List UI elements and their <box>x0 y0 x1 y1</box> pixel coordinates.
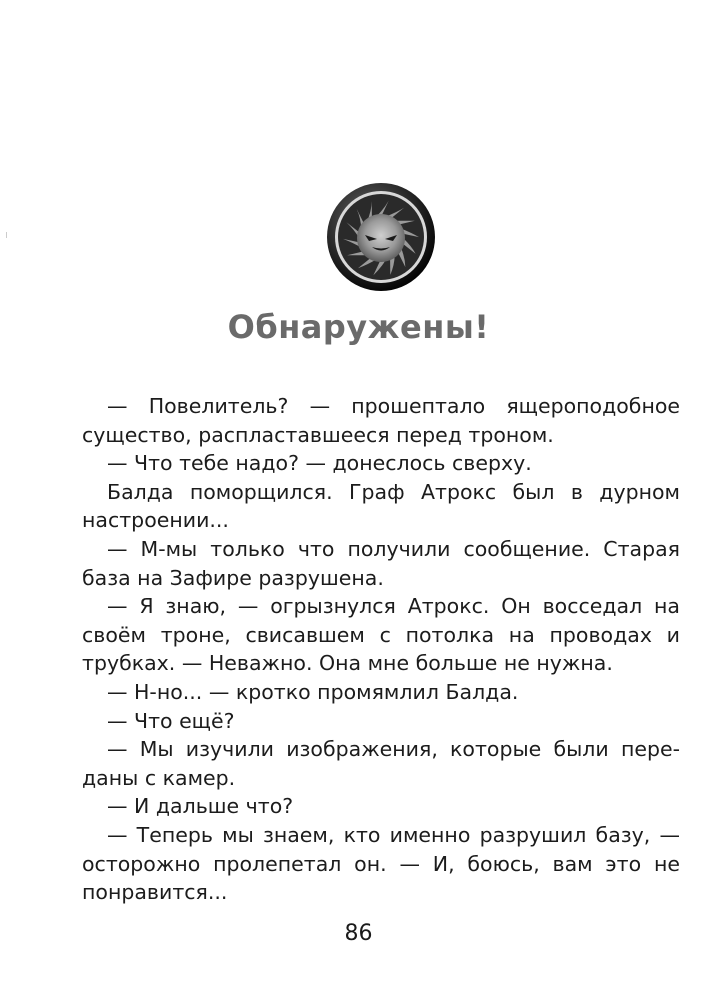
chapter-title: Обнаружены! <box>227 308 490 346</box>
page-number: 86 <box>344 921 373 946</box>
paragraph: — М-мы только что получили сообщение. Старая база на Зафире разрушена. <box>82 536 680 590</box>
page-edge-mark <box>6 232 7 238</box>
paragraph: — Я знаю, — огрызнулся Атрокс. Он восседал на своём троне, свисавшем с потолка на проводах и трубках. — Неважно. Она мне больше не нужна. <box>82 594 680 676</box>
paragraph: — И дальше что? <box>107 794 294 819</box>
paragraph: Балда поморщился. Граф Атрокс был в дурном настроении... <box>82 479 680 533</box>
paragraph: — Что ещё? <box>107 708 235 733</box>
paragraph: — Мы изучили изображения, которые были переданы с камер. <box>82 737 680 790</box>
paragraph: — Повелитель? — прошептало ящероподобное существо, распластавшееся перед троном. <box>82 394 680 447</box>
chapter-emblem-icon <box>325 181 437 293</box>
paragraph: — Теперь мы знаем, кто именно разрушил базу, — осторожно пролепетал он. — И, боюсь, вам это не понравится... <box>82 822 680 905</box>
paragraph: — Что тебе надо? — донеслось сверху. <box>107 451 532 476</box>
body-text <box>82 392 680 907</box>
paragraph: — Н-но... — кротко промямлил Балда. <box>107 679 519 704</box>
